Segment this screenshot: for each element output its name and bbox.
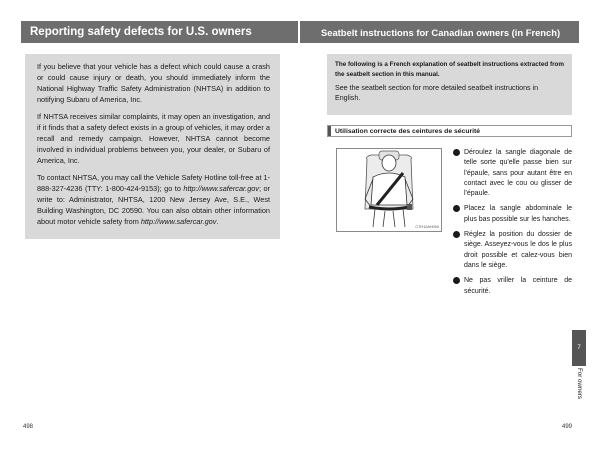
intro-bold-text: The following is a French explanation of seatbelt instructions extracted from the seatbelt section in this manual. (335, 61, 564, 78)
chapter-tab[interactable] (572, 330, 586, 366)
figure-code: CTH10AH000 (415, 225, 439, 229)
safercar-link-1[interactable]: http://www.safercar.gov (183, 184, 259, 193)
list-item (453, 204, 572, 225)
nhtsa-info-box (25, 54, 280, 239)
list-item-text: Ne pas vriller la ceinture de sécurité. (464, 277, 572, 295)
list-item (453, 148, 572, 199)
seated-person-seatbelt-icon (337, 149, 441, 231)
section-heading-text: Utilisation correcte des ceintures de sécurité (335, 127, 481, 135)
right-page-header-text: Seatbelt instructions for Canadian owners (in French) (321, 26, 561, 38)
list-item-text: Placez la sangle abdominale le plus bas possible sur les hanches. (464, 205, 572, 223)
intro-box (327, 54, 572, 115)
list-item-text: Déroulez la sangle diagonale de telle sorte qu'elle passe bien sur l'épaule, sans pour autant être en contact avec le cou ou glisser de l'épaule. (464, 149, 572, 198)
left-page-number: 498 (23, 424, 34, 430)
intro-plain-text: See the seatbelt section for more detailed seatbelt instructions in English. (335, 84, 539, 102)
list-item-text: Réglez la position du dossier de siège. Asseyez-vous le dos le plus droit possible et calez-vous bien dans le siège. (464, 231, 572, 269)
bullet-icon (453, 205, 460, 212)
nhtsa-paragraph-3-part-b: ; or write to: Administrator, NHTSA, 1200 New Jersey Ave, S.E., West Building Washington, DC 20590. You can also obtain other information about motor vehicle safety from (37, 184, 270, 226)
list-item (453, 276, 572, 297)
right-page-number: 499 (562, 424, 573, 430)
instruction-list (453, 148, 572, 302)
chapter-tab-number: 7 (577, 345, 581, 351)
nhtsa-paragraph-3 (37, 172, 270, 227)
nhtsa-paragraph-1: If you believe that your vehicle has a defect which could cause a crash or could cause injury or death, you should immediately inform the National Highway Traffic Safety Administration (NHTSA) in addition to notifying Subaru of America, Inc. (37, 62, 270, 104)
nhtsa-paragraph-2: If NHTSA receives similar complaints, it may open an investigation, and if it finds that a safety defect exists in a group of vehicles, it may order a recall and remedy campaign. However, NHTSA cannot become involved in individual problems between you, your dealer, or Subaru of America, Inc. (37, 112, 270, 165)
bullet-icon (453, 277, 460, 284)
list-item (453, 230, 572, 271)
safercar-link-2[interactable]: http://www.safercar.gov (140, 217, 217, 226)
chapter-tab-label: For owners (576, 368, 583, 399)
bullet-icon (453, 149, 460, 156)
left-page-header (21, 21, 300, 43)
seatbelt-illustration (336, 148, 442, 232)
nhtsa-paragraph-3-part-a: To contact NHTSA, you may call the Vehicle Safety Hotline toll-free at 1-888-327-4236 (TTY: 1-800-424-9153); go to (37, 173, 270, 193)
nhtsa-paragraph-3-part-c: . (216, 217, 219, 226)
bullet-icon (453, 231, 460, 238)
right-page-header (300, 21, 579, 43)
left-page-header-text: Reporting safety defects for U.S. owners (30, 26, 252, 38)
section-heading (327, 125, 572, 137)
section-heading-bar (328, 126, 331, 136)
